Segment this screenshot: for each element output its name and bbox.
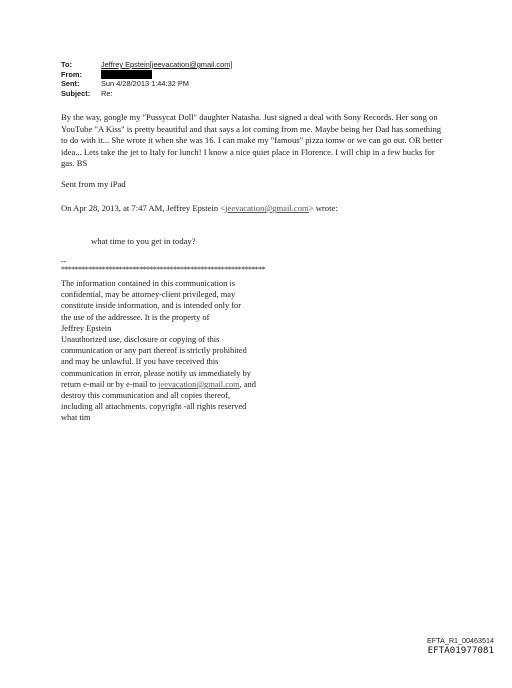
to-row xyxy=(61,60,361,70)
document-footer xyxy=(427,636,494,656)
sent-label: Sent: xyxy=(61,79,80,89)
bates-number: EFTA01977081 xyxy=(427,645,494,656)
quoted-message: what time to you get in today? xyxy=(91,236,196,246)
signature-dash: -- xyxy=(61,257,67,266)
subject-label: Subject: xyxy=(61,88,91,98)
from-row xyxy=(61,70,361,80)
to-value: Jeffrey Epstein[jeevacation@gmail.com] xyxy=(101,60,233,69)
from-label: From: xyxy=(61,69,82,79)
disclaimer-line: the use of the addressee. It is the property of xyxy=(61,312,210,322)
attribution-suffix: > wrote: xyxy=(308,203,338,213)
bates-number-r1: EFTA_R1_00463514 xyxy=(427,636,494,645)
disclaimer-line: confidential, may be attorney-client privileged, may xyxy=(61,290,236,300)
redaction-bar xyxy=(101,70,152,79)
disclaimer-line: including all attachments. copyright -all rights reserved xyxy=(61,402,247,412)
sent-row xyxy=(61,79,361,89)
body-paragraph: By the way, google my "Pussycat Doll" daughter Natasha. Just signed a deal with Sony Records. Her song on YouTube "A Kiss" is pretty beautiful and that says a lot coming from me. Maybe being her Dad has something to do with it... She wrote it when she was 16. I can make my "famous" pizza tomw or we can go out. OR better idea... Lets take the jet to Italy for lunch! I know a nice quiet place in Florence. I will chip in a few bucks for gas. BS xyxy=(61,112,443,169)
disclaimer-line: Jeffrey Epstein xyxy=(61,323,112,333)
subject-row xyxy=(61,89,361,99)
disclaimer-line: constitute inside information, and is intended only for xyxy=(61,301,242,311)
disclaimer-line: communication or any part thereof is strictly prohibited xyxy=(61,346,247,356)
disclaimer-email-link[interactable]: jeevacation@gmail.com xyxy=(158,379,240,389)
email-header xyxy=(61,60,361,98)
sent-value: Sun 4/28/2013 1:44:32 PM xyxy=(101,79,189,89)
disclaimer-line-email xyxy=(61,379,321,390)
quoted-attribution xyxy=(61,203,338,215)
disclaimer-line: communication in error, please notify us immediately by xyxy=(61,368,251,378)
disclaimer-line: Unauthorized use, disclosure or copying of this xyxy=(61,335,220,345)
attribution-prefix: On Apr 28, 2013, at 7:47 AM, Jeffrey Epstein < xyxy=(61,203,226,213)
to-label: To: xyxy=(61,60,72,69)
signature-stars: ************************************************************ xyxy=(61,265,266,274)
subject-value: Re: xyxy=(101,88,113,98)
sent-from-line: Sent from my iPad xyxy=(61,179,126,189)
disclaimer-line: destroy this communication and all copies thereof, xyxy=(61,391,231,401)
disclaimer-email-prefix: return e-mail or by e-mail to xyxy=(61,379,159,389)
disclaimer-line: The information contained in this communication is xyxy=(61,279,235,288)
attribution-email-link[interactable]: jeevacation@gmail.com xyxy=(225,203,309,213)
disclaimer-line: what tim xyxy=(61,413,91,423)
disclaimer xyxy=(61,278,321,424)
disclaimer-email-suffix: , and xyxy=(239,379,256,389)
disclaimer-line: and may be unlawful. If you have received this xyxy=(61,357,219,367)
